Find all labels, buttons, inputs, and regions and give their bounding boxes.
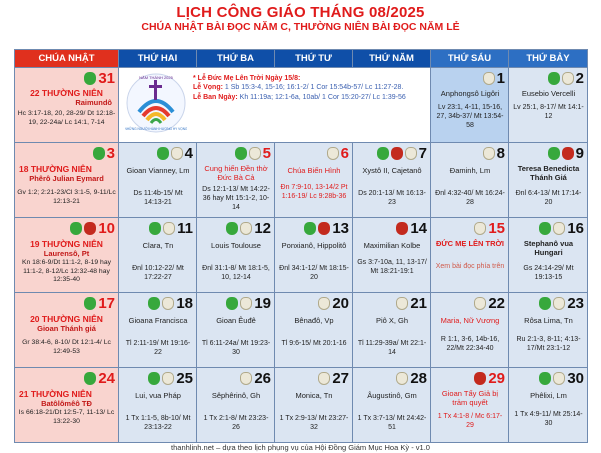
readings: Đnl 4:32-40/ Mt 16:24-28: [435, 190, 505, 206]
sunday-readings: Gr 38:4-6, 8-10/ Dt 12:1-4/ Lc 12:49-53: [22, 339, 111, 355]
day-number: 10: [98, 220, 115, 237]
saint-name: Teresa Benedicta Thánh Giá: [517, 164, 580, 182]
saint-name: Piô X, Gh: [375, 316, 409, 325]
readings: Tl 9:6-15/ Mt 20:1-16: [281, 340, 347, 347]
white-vestment-icon: [240, 222, 252, 235]
day-cell-12[interactable]: [197, 218, 275, 293]
weekday-header-row: [15, 50, 588, 68]
white-vestment-icon: [396, 297, 408, 310]
red-vestment-icon: [474, 372, 486, 385]
sunday-title: 18 THƯỜNG NIÊN: [19, 164, 92, 174]
green-vestment-icon: [148, 372, 160, 385]
readings: Gs 3:7-10a, 11, 13-17/ Mt 18:21-19:1: [357, 259, 427, 275]
day-cell-18[interactable]: [119, 293, 197, 368]
red-vestment-icon: [84, 222, 96, 235]
white-vestment-icon: [483, 72, 495, 85]
week-row: [15, 218, 588, 293]
day-number: 6: [340, 145, 349, 162]
day-number: 28: [410, 370, 427, 387]
white-vestment-icon: [327, 147, 339, 160]
saint-name: Gioan Êuđê: [216, 316, 256, 325]
sunday-saint: Gioan Thánh giá: [37, 324, 96, 333]
day-number: 26: [254, 370, 271, 387]
calendar-title: LỊCH CÔNG GIÁO THÁNG 08/2025: [176, 4, 425, 21]
readings: 1 Tx 1:1-5, 8b-10/ Mt 23:13-22: [125, 415, 191, 431]
white-vestment-icon: [553, 372, 565, 385]
white-vestment-icon: [562, 72, 574, 85]
week-row: [15, 368, 588, 443]
day-number: 14: [410, 220, 427, 237]
white-vestment-icon: [249, 147, 261, 160]
green-vestment-icon: [149, 222, 161, 235]
vigil-label: Lễ Vọng:: [193, 84, 223, 92]
saint-name: Gioana Francisca: [128, 316, 188, 325]
saint-name: Monica, Tn: [295, 391, 333, 400]
saint-name: Louis Toulouse: [211, 241, 261, 250]
saint-name: Stephanô vua Hungari: [523, 239, 574, 257]
sunday-saint: Laurensô, Pt: [43, 249, 90, 258]
footer-credit: thanhlinh.net – dựa theo lịch phụng vụ của Hội Đồng Giám Mục Hoa Kỳ - v1.0: [171, 443, 430, 452]
header-sunday: CHÚA NHẬT: [15, 50, 119, 68]
day-cell-16[interactable]: [509, 218, 588, 293]
readings: R 1:1, 3-6, 14b-16, 22/Mt 22:34-40: [440, 336, 500, 352]
day-cell-4[interactable]: [119, 143, 197, 218]
day-number: 3: [106, 145, 115, 162]
white-vestment-icon: [553, 222, 565, 235]
readings: Ds 12:1-13/ Mt 14:22-36 hay Mt 15:1-2, 10-14: [202, 186, 270, 211]
day-cell-13[interactable]: [275, 218, 353, 293]
day-cell-15[interactable]: [431, 218, 509, 293]
day-number: 24: [98, 370, 115, 387]
sunday-readings: Gv 1:2; 2:21-23/Cl 3:1-5, 9-11/Lc 12:13-21: [17, 189, 116, 205]
readings: Tl 11:29-39a/ Mt 22:1-14: [357, 340, 427, 356]
day-cell-2[interactable]: [509, 68, 588, 143]
day-cell-30[interactable]: [509, 368, 588, 443]
readings: Đnl 31:1-8/ Mt 18:1-5, 10, 12-14: [202, 265, 270, 281]
white-vestment-icon: [171, 147, 183, 160]
green-vestment-icon: [84, 372, 96, 385]
header-friday: THỨ SÁU: [431, 50, 509, 68]
day-cell-1[interactable]: [431, 68, 509, 143]
day-mass-label: Lễ Ban Ngày:: [193, 93, 238, 101]
saint-name: Maria, Nữ Vương: [440, 316, 500, 325]
assumption-readings: [193, 74, 426, 102]
readings: Tl 2:11-19/ Mt 19:16-22: [125, 340, 191, 356]
green-vestment-icon: [157, 147, 169, 160]
readings: Đn 7:9-10, 13-14/2 Pt 1:16-19/ Lc 9:28b-36: [280, 184, 348, 200]
readings: 1 Tx 2:9-13/ Mt 23:27-32: [279, 415, 349, 431]
day-number: 5: [262, 145, 271, 162]
day-cell-19[interactable]: [197, 293, 275, 368]
saint-name: Gioan Tẩy Giả bị trảm quyết: [441, 389, 499, 407]
readings: Ru 2:1-3, 8-11; 4:13-17/Mt 23:1-12: [516, 336, 581, 352]
saint-name: Rôsa Lima, Tn: [524, 316, 573, 325]
day-cell-5[interactable]: [197, 143, 275, 218]
saint-name: Chúa Biến Hình: [287, 166, 341, 175]
sunday-readings: Is 66:18-21/Dt 12:5-7, 11-13/ Lc 13:22-30: [18, 409, 115, 425]
day-number: 29: [488, 370, 505, 387]
header-monday: THỨ HAI: [119, 50, 197, 68]
readings: Xem bài đọc phía trên: [435, 263, 505, 270]
saint-name: Phêlixi, Lm: [530, 391, 567, 400]
green-vestment-icon: [548, 147, 560, 160]
red-vestment-icon: [562, 147, 574, 160]
day-cell-26[interactable]: [197, 368, 275, 443]
readings: Đnl 34:1-12/ Mt 18:15-20: [279, 265, 349, 281]
saint-name: Ponxianô, Hippolitô: [281, 241, 347, 250]
day-number: 12: [254, 220, 271, 237]
day-cell-10[interactable]: [15, 218, 119, 293]
jubilee-logo: [125, 72, 187, 134]
day-cell-24[interactable]: [15, 368, 119, 443]
green-vestment-icon: [539, 222, 551, 235]
calendar-grid: [14, 49, 588, 443]
day-number: 1: [496, 70, 505, 87]
green-vestment-icon: [93, 147, 105, 160]
readings: 1 Tx 3:7-13/ Mt 24:42-51: [357, 415, 427, 431]
readings: 1 Tx 4:1-8 / Mc 6:17-29: [437, 413, 503, 429]
day-cell-28[interactable]: [353, 368, 431, 443]
day-number: 27: [332, 370, 349, 387]
day-number: 19: [254, 295, 271, 312]
sunday-readings: Kn 18:6-9/Dt 11:1-2, 8-19 hay 11:1-2, 8-12/Lc 12:32-48 hay 12:35-40: [21, 259, 112, 284]
saint-name: Clara, Tn: [142, 241, 174, 250]
saint-name: Eusebio Vercelli: [521, 89, 576, 98]
readings: Đnl 10:12-22/ Mt 17:22-27: [132, 265, 184, 281]
readings: Gs 24:14-29/ Mt 19:13-15: [523, 265, 574, 281]
day-number: 4: [184, 145, 193, 162]
day-number: 11: [177, 220, 193, 237]
day-cell-9[interactable]: [509, 143, 588, 218]
header-thursday: THỨ NĂM: [353, 50, 431, 68]
red-vestment-icon: [396, 222, 408, 235]
white-vestment-icon: [163, 222, 175, 235]
white-vestment-icon: [474, 297, 486, 310]
day-cell-31[interactable]: [15, 68, 119, 143]
logo-bottom-text: NHỮNG NGƯỜI HÀNH HƯƠNG HY VỌNG: [125, 127, 187, 131]
red-vestment-icon: [391, 147, 403, 160]
white-vestment-icon: [405, 147, 417, 160]
day-number: 2: [575, 70, 584, 87]
readings: Ds 11:4b-15/ Mt 14:13-21: [133, 190, 183, 206]
green-vestment-icon: [84, 72, 96, 85]
sunday-readings: Hc 3:17-18, 20, 28-29/ Dt 12:18-19, 22-24a/ Lc 14:1, 7-14: [17, 110, 116, 126]
white-vestment-icon: [483, 147, 495, 160]
readings: Lv 25:1, 8-17/ Mt 14:1-12: [513, 104, 584, 120]
day-number: 20: [332, 295, 349, 312]
sunday-title: 19 THƯỜNG NIÊN: [30, 239, 103, 249]
day-number: 18: [176, 295, 193, 312]
header-wednesday: THỨ TƯ: [275, 50, 353, 68]
white-vestment-icon: [318, 297, 330, 310]
week-row: [15, 68, 588, 143]
logo-top-text: NĂM THÁNH 2025: [139, 75, 173, 80]
green-vestment-icon: [84, 297, 96, 310]
sunday-saint: Phêrô Julian Eymard: [29, 174, 104, 183]
green-vestment-icon: [304, 222, 316, 235]
saint-name: ĐỨC MẸ LÊN TRỜI: [435, 239, 505, 248]
readings: 1 Tx 2:1-8/ Mt 23:23-26: [203, 415, 269, 431]
green-vestment-icon: [148, 297, 160, 310]
readings: Tl 6:11-24a/ Mt 19:23-30: [201, 340, 271, 356]
day-number: 8: [496, 145, 505, 162]
day-cell-20[interactable]: [275, 293, 353, 368]
white-vestment-icon: [162, 372, 174, 385]
white-vestment-icon: [553, 297, 565, 310]
assumption-note-cell: [119, 68, 431, 143]
day-cell-3[interactable]: [15, 143, 119, 218]
day-cell-7[interactable]: [353, 143, 431, 218]
day-number: 7: [418, 145, 427, 162]
saint-name: Bênađô, Vp: [294, 316, 334, 325]
week-row: [15, 143, 588, 218]
green-vestment-icon: [539, 297, 551, 310]
white-vestment-icon: [318, 372, 330, 385]
day-cell-25[interactable]: [119, 368, 197, 443]
readings: Lv 23:1, 4-11, 15-16, 27, 34b-37/ Mt 13:54-58: [436, 104, 504, 129]
sunday-saint: Batôlômêô TĐ: [41, 399, 92, 408]
green-vestment-icon: [70, 222, 82, 235]
saint-name: Cung hiến Đền thờ Đức Bà Cả: [204, 164, 268, 182]
white-vestment-icon: [396, 372, 408, 385]
day-number: 25: [176, 370, 193, 387]
vigil-readings: 1 Sb 15:3-4, 15-16; 16:1-2/ 1 Cor 15:54b-57/ Lc 11:27-28.: [222, 84, 404, 92]
day-cell-23[interactable]: [509, 293, 588, 368]
green-vestment-icon: [377, 147, 389, 160]
calendar-subtitle: CHÚA NHẬT BÀI ĐỌC NĂM C, THƯỜNG NIÊN BÀI ĐỌC NĂM LẺ: [141, 21, 460, 33]
saint-name: Đaminh, Lm: [449, 166, 491, 175]
sunday-title: 21 THƯỜNG NIÊN: [19, 389, 92, 399]
green-vestment-icon: [226, 297, 238, 310]
saint-name: Sêphêrinô, Gh: [211, 391, 261, 400]
day-number: 9: [575, 145, 584, 162]
green-vestment-icon: [539, 372, 551, 385]
day-mass-readings: Kh 11:19a; 12:1-6a, 10ab/ 1 Cor 15:20-27/ Lc 1:39-56: [237, 93, 406, 101]
assumption-heading: * Lễ Đức Mẹ Lên Trời Ngày 15/8:: [193, 75, 301, 82]
day-cell-22[interactable]: [431, 293, 509, 368]
day-number: 17: [98, 295, 115, 312]
week-row: [15, 293, 588, 368]
day-number: 15: [488, 220, 505, 237]
day-cell-17[interactable]: [15, 293, 119, 368]
saint-name: Xystô II, Cajetanô: [362, 166, 422, 175]
header-saturday: THỨ BẢY: [509, 50, 588, 68]
red-vestment-icon: [318, 222, 330, 235]
day-cell-14[interactable]: [353, 218, 431, 293]
green-vestment-icon: [235, 147, 247, 160]
white-vestment-icon: [240, 297, 252, 310]
sunday-title: 22 THƯỜNG NIÊN: [30, 88, 103, 98]
sunday-saint: Raimundô: [75, 98, 112, 107]
green-vestment-icon: [226, 222, 238, 235]
day-cell-11[interactable]: [119, 218, 197, 293]
white-vestment-icon: [240, 372, 252, 385]
saint-name: Âugustinô, Gm: [367, 391, 417, 400]
saint-name: Gioan Vianney, Lm: [126, 166, 190, 175]
green-vestment-icon: [548, 72, 560, 85]
sunday-title: 20 THƯỜNG NIÊN: [30, 314, 103, 324]
white-vestment-icon: [162, 297, 174, 310]
day-number: 21: [410, 295, 427, 312]
white-vestment-icon: [474, 222, 486, 235]
day-number: 22: [488, 295, 505, 312]
saint-name: Anphongsô Ligôri: [440, 89, 500, 98]
readings: 1 Tx 4:9-11/ Mt 25:14-30: [514, 411, 583, 427]
day-number: 23: [567, 295, 584, 312]
day-number: 31: [98, 70, 115, 87]
saint-name: Lui, vua Pháp: [135, 391, 181, 400]
day-number: 13: [332, 220, 349, 237]
day-number: 16: [567, 220, 584, 237]
day-cell-21[interactable]: [353, 293, 431, 368]
saint-name: Maximilian Kolbe: [363, 241, 421, 250]
day-cell-8[interactable]: [431, 143, 509, 218]
day-cell-27[interactable]: [275, 368, 353, 443]
header-tuesday: THỨ BA: [197, 50, 275, 68]
day-number: 30: [567, 370, 584, 387]
readings: Ds 20:1-13/ Mt 16:13-23: [358, 190, 426, 206]
readings: Đnl 6:4-13/ Mt 17:14-20: [515, 190, 582, 206]
day-cell-29[interactable]: [431, 368, 509, 443]
day-cell-6[interactable]: [275, 143, 353, 218]
